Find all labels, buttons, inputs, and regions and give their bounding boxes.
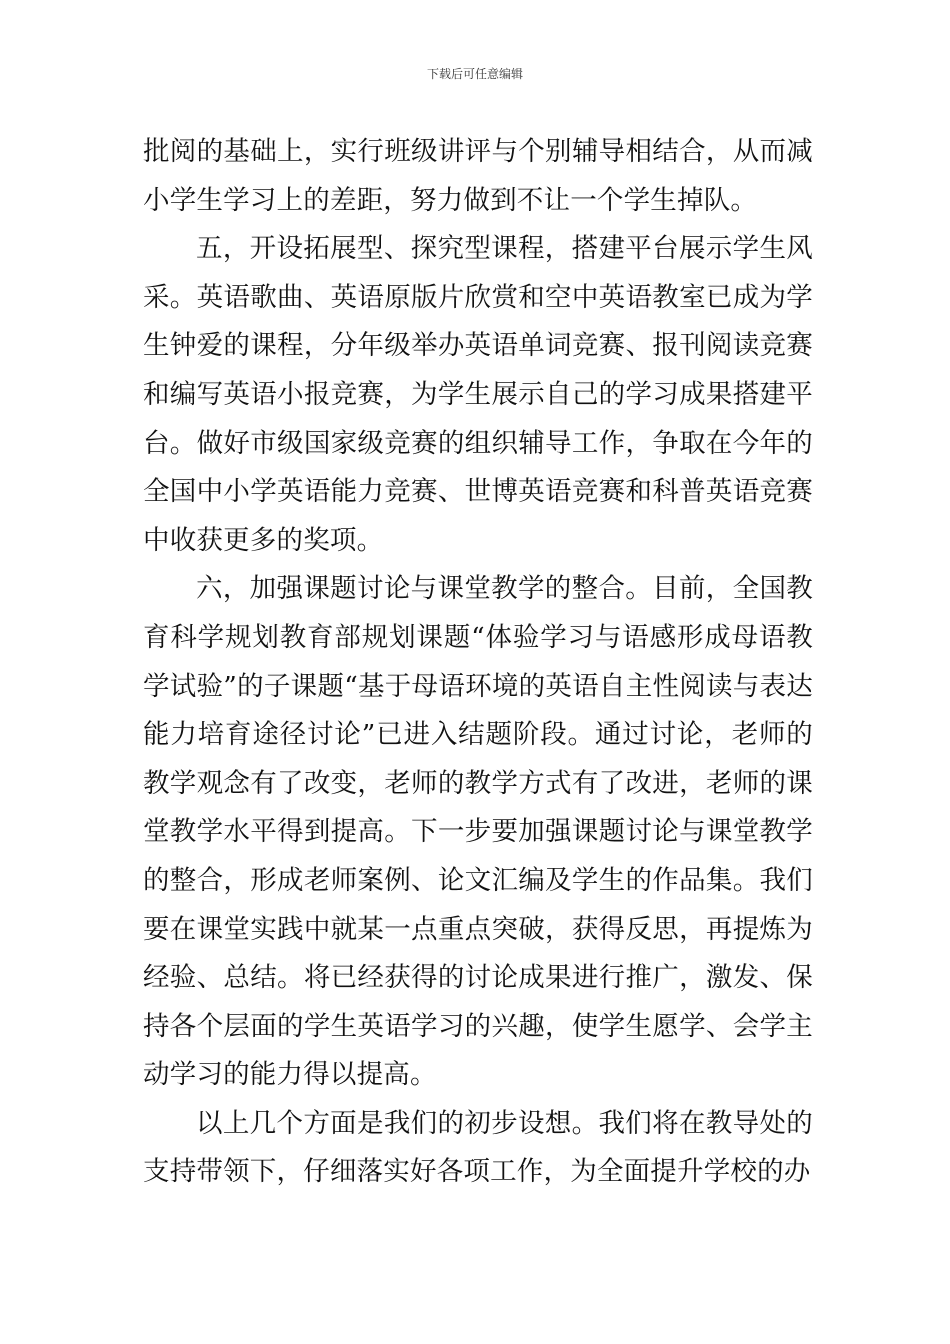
document-body bbox=[143, 128, 813, 1197]
page-header-note: 下载后可任意编辑 bbox=[426, 67, 523, 81]
paragraph-section-five: 五，开设拓展型、探究型课程，搭建平台展示学生风采。英语歌曲、英语原版片欣赏和空中英语教室已成为学生钟爱的课程，分年级举办英语单词竞赛、报刊阅读竞赛和编写英语小报竞赛，为学生展示自己的学习成果搭建平台。做好市级国家级竞赛的组织辅导工作，争取在今年的全国中小学英语能力竞赛、世博英语竞赛和科普英语竞赛中收获更多的奖项。 bbox=[143, 233, 813, 556]
paragraph-conclusion: 以上几个方面是我们的初步设想。我们将在教导处的支持带领下，仔细落实好各项工作，为全面提升学校的办 bbox=[143, 1107, 813, 1188]
paragraph-section-six: 六，加强课题讨论与课堂教学的整合。目前，全国教育科学规划教育部规划课题“体验学习与语感形成母语教学试验”的子课题“基于母语环境的英语自主性阅读与表达能力培育途径讨论”已进入结题阶段。通过讨论，老师的教学观念有了改变，老师的教学方式有了改进，老师的课堂教学水平得到提高。下一步要加强课题讨论与课堂教学的整合，形成老师案例、论文汇编及学生的作品集。我们要在课堂实践中就某一点重点突破，获得反思，再提炼为经验、总结。将已经获得的讨论成果进行推广，激发、保持各个层面的学生英语学习的兴趣，使学生愿学、会学主动学习的能力得以提高。 bbox=[143, 573, 813, 1091]
paragraph-continuation: 批阅的基础上，实行班级讲评与个别辅导相结合，从而减小学生学习上的差距，努力做到不让一个学生掉队。 bbox=[143, 136, 813, 216]
